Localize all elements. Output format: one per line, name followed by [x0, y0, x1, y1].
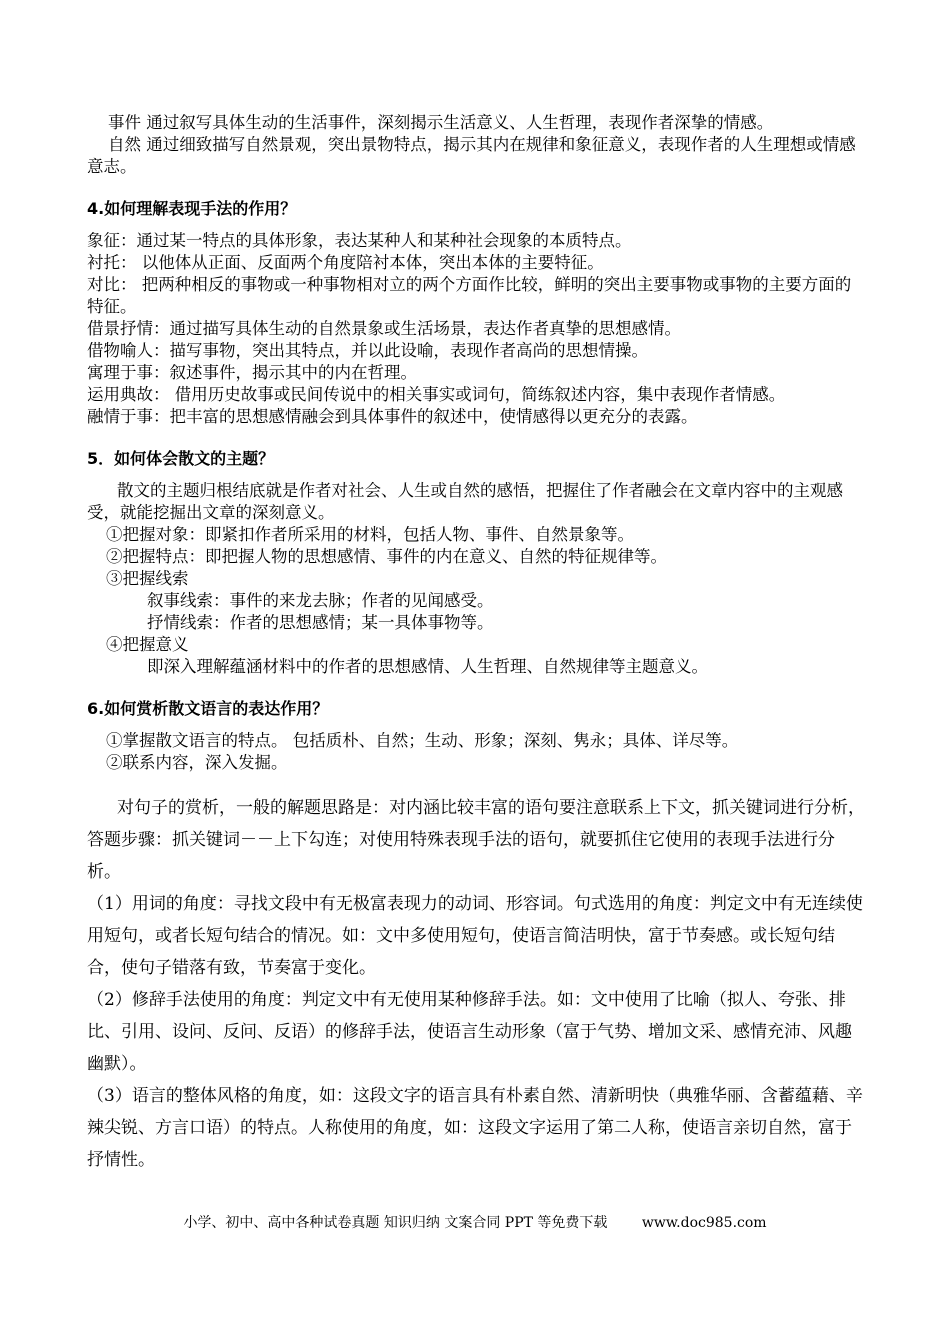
- analysis-paragraph: （2）修辞手法使用的角度：判定文中有无使用某种修辞手法。如：文中使用了比喻（拟人、夸张、排比、引用、设问、反问、反语）的修辞手法，使语言生动形象（富于气势、增加文采、感情充沛、风趣幽默）。: [87, 990, 852, 1074]
- section4-item: 运用典故： 借用历史故事或民间传说中的相关事实或词句，简练叙述内容，集中表现作者情感。: [87, 385, 786, 404]
- section4-item: 借景抒情：通过描写具体生动的自然景象或生活场景，表达作者真挚的思想感情。: [87, 319, 681, 338]
- section6-point: ②联系内容，深入发掘。: [106, 753, 288, 772]
- section5-point: ②把握特点：即把握人物的思想感情、事件的内在意义、自然的特征规律等。: [106, 547, 667, 566]
- section4-item: 寓理于事：叙述事件，揭示其中的内在哲理。: [87, 363, 417, 382]
- section6-point: ①掌握散文语言的特点。 包括质朴、自然；生动、形象；深刻、隽永；具体、详尽等。: [106, 731, 739, 750]
- analysis-paragraph: 对句子的赏析，一般的解题思路是：对内涵比较丰富的语句要注意联系上下文，抓关键词进行分析，答题步骤：抓关键词－－上下勾连；对使用特殊表现手法的语句，就要抓住它使用的表现手法进行分析。: [87, 798, 865, 882]
- section4-item: 衬托： 以他体从正面、反面两个角度陪衬本体，突出本体的主要特征。: [87, 253, 604, 272]
- document-body: [87, 112, 867, 1176]
- section5-sub: 即深入理解蕴涵材料中的作者的思想感情、人生哲理、自然规律等主题意义。: [147, 657, 708, 676]
- analysis-paragraph: （1）用词的角度：寻找文段中有无极富表现力的动词、形容词。句式选用的角度：判定文中有无连续使用短句，或者长短句结合的情况。如：文中多使用短句，使语言简洁明快，富于节奏感。或长短句结合，使句子错落有致，节奏富于变化。: [87, 894, 863, 978]
- section5-intro: 散文的主题归根结底就是作者对社会、人生或自然的感悟，把握住了作者融会在文章内容中的主观感受，就能挖掘出文章的深刻意义。: [87, 481, 843, 522]
- section5-point: ③把握线索: [106, 569, 189, 588]
- analysis-block: [87, 792, 867, 1176]
- footer-url[interactable]: www.doc985.com: [641, 1215, 767, 1231]
- section5-title: 5．如何体会散文的主题？: [87, 449, 275, 468]
- section4-title: 4.如何理解表现手法的作用？: [87, 199, 297, 218]
- section5-sub: 抒情线索：作者的思想感情；某一具体事物等。: [147, 613, 494, 632]
- intro-line-nature: 自然 通过细致描写自然景观，突出景物特点，揭示其内在规律和象征意义，表现作者的人生理想或情感意志。: [87, 135, 856, 176]
- page-footer: [0, 1212, 950, 1232]
- section4-item: 融情于事：把丰富的思想感情融会到具体事件的叙述中，使情感得以更充分的表露。: [87, 407, 698, 426]
- section5-sub: 叙事线索：事件的来龙去脉；作者的见闻感受。: [147, 591, 494, 610]
- section4-item: 象征：通过某一特点的具体形象，表达某种人和某种社会现象的本质特点。: [87, 231, 632, 250]
- intro-line-event: 事件 通过叙写具体生动的生活事件，深刻揭示生活意义、人生哲理，表现作者深挚的情感。: [108, 113, 774, 132]
- section5-point: ④把握意义: [106, 635, 189, 654]
- footer-text: 小学、初中、高中各种试卷真题 知识归纳 文案合同 PPT 等免费下载: [183, 1215, 608, 1231]
- section4-item: 对比： 把两种相反的事物或一种事物相对立的两个方面作比较，鲜明的突出主要事物或事物的主要方面的特征。: [87, 275, 852, 316]
- section4-item: 借物喻人：描写事物，突出其特点，并以此设喻，表现作者高尚的思想情操。: [87, 341, 648, 360]
- analysis-paragraph: （3）语言的整体风格的角度，如：这段文字的语言具有朴素自然、清新明快（典雅华丽、含蓄蕴藉、辛辣尖锐、方言口语）的特点。人称使用的角度，如：这段文字运用了第二人称，使语言亲切自然，富于抒情性。: [87, 1086, 863, 1170]
- section5-point: ①把握对象：即紧扣作者所采用的材料，包括人物、事件、自然景象等。: [106, 525, 634, 544]
- section6-title: 6.如何赏析散文语言的表达作用？: [87, 699, 329, 718]
